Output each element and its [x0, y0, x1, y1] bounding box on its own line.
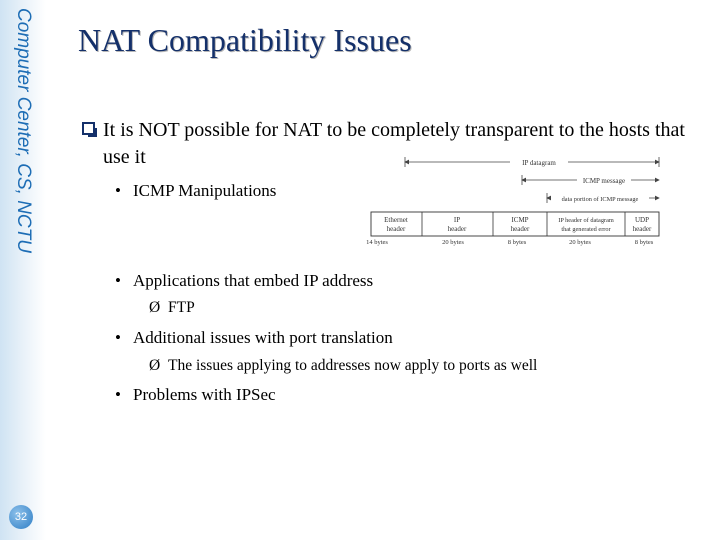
bracket-icmp-message	[522, 175, 659, 185]
bullet-dot-icon: •	[115, 385, 121, 404]
sub-bullet-ftp	[149, 298, 195, 318]
field-label: UDP	[634, 216, 650, 224]
bullet-text: Applications that embed IP address	[133, 271, 374, 290]
field-label: header	[386, 225, 406, 233]
bullet-dot-icon: •	[115, 328, 121, 347]
sidebar	[0, 0, 46, 540]
field-label: IP header of datagram	[558, 217, 614, 224]
field-size: 8 bytes	[507, 239, 527, 246]
sidebar-title: Computer Center, CS, NCTU	[13, 8, 34, 253]
bullet-dot-icon: •	[115, 271, 121, 290]
bullet-icmp	[115, 181, 276, 201]
slide-title: NAT Compatibility Issues	[78, 22, 412, 58]
field-size: 20 bytes	[569, 239, 591, 246]
field-label: header	[632, 225, 652, 233]
bracket-label: IP datagram	[522, 159, 556, 167]
bullet-text: Additional issues with port translation	[133, 328, 393, 347]
field-label: IP	[453, 216, 461, 224]
field-label: ICMP	[511, 216, 529, 224]
field-size: 8 bytes	[634, 239, 654, 246]
bracket-ip-datagram	[405, 157, 659, 167]
field-size: 14 bytes	[366, 239, 388, 246]
sub-bullet-text: The issues applying to addresses now apply to ports as well	[168, 357, 538, 374]
field-size: 20 bytes	[442, 239, 464, 246]
icmp-error-packet-diagram	[333, 151, 665, 251]
field-label: that generated error	[561, 226, 611, 233]
checkbox-bullet-icon	[82, 122, 95, 135]
field-label: header	[447, 225, 467, 233]
sub-bullet-text: FTP	[168, 299, 195, 316]
bracket-icmp-data	[547, 193, 659, 203]
sub-bullet-ports	[149, 356, 537, 376]
bullet-dot-icon: •	[115, 181, 121, 200]
field-label: header	[510, 225, 530, 233]
arrow-bullet-icon: Ø	[149, 357, 161, 374]
bullet-embed-ip	[115, 271, 373, 291]
bullet-text: Problems with IPSec	[133, 385, 276, 404]
bracket-label: data portion of ICMP message	[561, 196, 639, 203]
arrow-bullet-icon: Ø	[149, 299, 161, 316]
bracket-label: ICMP message	[582, 177, 626, 185]
page-number-badge: 32	[9, 505, 33, 529]
main-bullet-text: It is NOT possible for NAT to be completely transparent to the hosts that use it	[103, 119, 685, 168]
field-label: Ethernet	[384, 216, 408, 224]
bullet-port-translation	[115, 328, 393, 348]
bullet-text: ICMP Manipulations	[133, 181, 277, 200]
bullet-ipsec	[115, 385, 276, 405]
